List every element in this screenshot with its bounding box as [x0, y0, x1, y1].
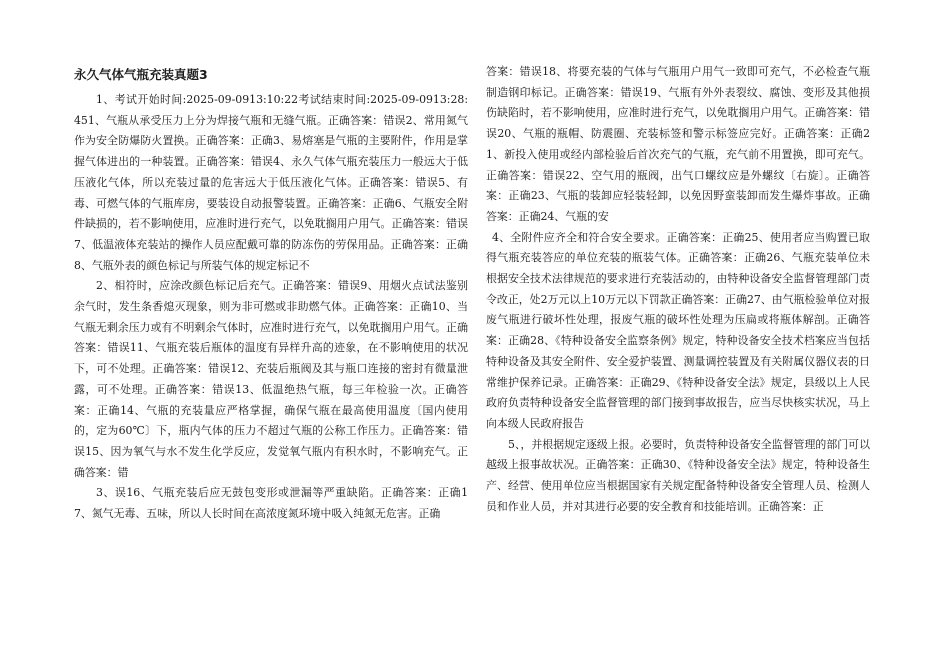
- paragraph: 3、误16、气瓶充装后应无鼓包变形或泄漏等严重缺陷。正确答案：正确17、氮气无毒、五味，所以人长时间在高浓度氮环境中吸入纯氮无危害。正确: [74, 486, 468, 521]
- paragraph: 2、相符时，应涂改颜色标记后充气。正确答案：错误9、用烟火点试法鉴别余气时，发生条香熄灭现象，则为非可燃或非助燃气体。正确答案：正确10、当气瓶无剩余压力或有不明剩余气体时，应准时进行充气，以免耽搁用户用气。正确答案：错误11、气瓶充装后瓶体的温度有异样升高的迹象，在不影响使用的状况下，可不处理。正确答案：错误12、充装后瓶阀及其与瓶口连接的密封有微量泄露，可不处理。正确答案：错误13、低温绝热气瓶，每三年检验一次。正确答案：正确14、气瓶的充装量应严格掌握，确保气瓶在最高使用温度〔国内使用的，定为60℃〕下，瓶内气体的压力不超过气瓶的公称工作压力。正确答案：错误15、因为氧气与水不发生化学反应，发觉氧气瓶内有积水时，不影响充气。正确答案：错: [74, 279, 468, 479]
- paragraph: 1、考试开始时间:2025-09-0913:10:22考试结束时间:2025-09-0913:28:451、气瓶从承受压力上分为焊接气瓶和无缝气瓶。正确答案：错误2、常用氮气作为安全防爆防火置换。正确答案：正确3、易熔塞是气瓶的主要附件，作用是掌握气体进出的一种装置。正确答案：错误4、永久气体气瓶充装压力一般远大于低压液化气体，所以充装过量的危害远大于低压液化气体。正确答案：错误5、有毒、可燃气体的气瓶库房，要装设自动报警装置。正确答案：正确6、气瓶安全附件缺损的，若不影响使用，应准时进行充气，以免耽搁用户用气。正确答案：错误7、低温液体充装站的操作人员应配戴可靠的防冻伤的劳保用品。正确答案：正确8、气瓶外表的颜色标记与所装气体的规定标记不: [74, 93, 468, 272]
- paragraph: 4、全附件应齐全和符合安全要求。正确答案：正确25、使用者应当购置已取得气瓶充装答应的单位充装的瓶装气体。正确答案：正确26、气瓶充装单位未根据安全技术法律规范的要求进行充装活动的，由特种设备安全监督管理部门责令改正，处2万元以上10万元以下罚款正确答案：正确27、由气瓶检验单位对报废气瓶进行破坏性处理，报废气瓶的破坏性处理为压扁或将瓶体解剖。正确答案：正确28、《特种设备安全监察条例》规定，特种设备安全技术档案应当包括特种设备及其安全附件、安全爱护装置、测量调控装置及有关附属仪器仪表的日常维护保养记录。正确答案：正确29、《特种设备安全法》规定，县级以上人民政府负责特种设备安全监督管理的部门接到事故报告，应当尽快核实状况，马上向本级人民政府报告: [486, 230, 870, 430]
- paragraph: 5、，并根据规定逐级上报。必要时，负责特种设备安全监督管理的部门可以越级上报事故状况。正确答案：正确30、《特种设备安全法》规定，特种设备生产、经营、使用单位应当根据国家有关规定配备特种设备安全管理人员、检测人员和作业人员，并对其进行必要的安全教育和技能培训。正确答案：正: [486, 437, 870, 513]
- right-column: [486, 62, 870, 517]
- left-column: [74, 66, 468, 525]
- document-title: 永久气体气瓶充装真题3: [74, 67, 208, 82]
- paragraph: 答案：错误18、将要充装的气体与气瓶用户用气一致即可充气，不必检查气瓶制造钢印标记。正确答案：错误19、气瓶有外外表裂纹、腐蚀、变形及其他损伤缺陷时，若不影响使用，应准时进行充气，以免耽搁用户用气。正确答案：错误20、气瓶的瓶帽、防震圈、充装标签和警示标签应完好。正确答案：正确21、新投入使用或经内部检验后首次充气的气瓶，充气前不用置换，即可充气。正确答案：错误22、空气用的瓶阀，出气口螺纹应是外螺纹〔右旋〕。正确答案：正确23、气瓶的装卸应轻装轻卸，以免因野蛮装卸而发生爆炸事故。正确答案：正确24、气瓶的安: [486, 65, 870, 223]
